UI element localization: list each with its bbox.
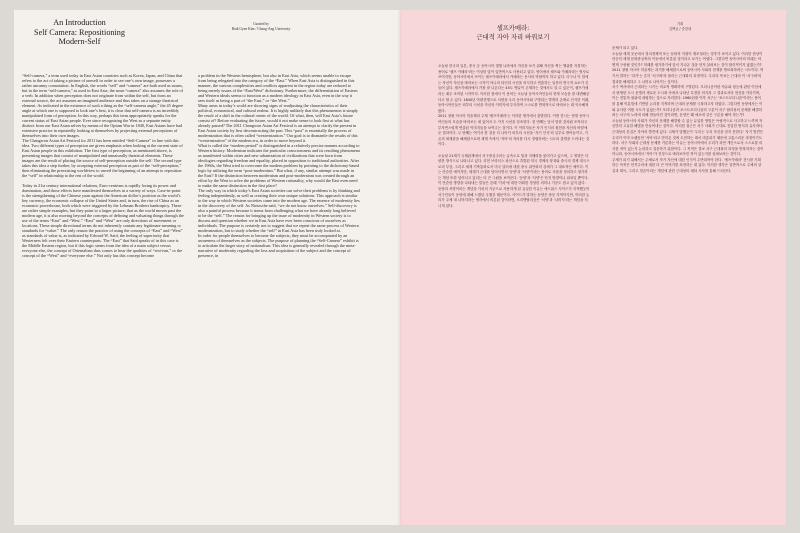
korean-column-2: 문제가 되고 있다. 오늘날 세계 곳곳에서 정치경제적 또는 문화적 지평이 재조정되는 징후가 보이고 있다. 이러한 현상이 단순히 세계 문화중심축의 이동에서 비롯된 것이라고 보기는 어렵다. 그렇다면 동아시아의 미래는 어떻게 구성될 것인가? 미래를 평가하기에 앞서 지나온 것을 먼저 살펴보는 것이 합리적이지 않겠는가? 2011 창원 아시아 미술제는 과거를 해체함으로써 동아시아 사회의 현재를 명료화하려는 시도이다. 여기서 말하는 '과거'는 흔히 '서구화'라 불리는 근대화의 과정이다. 우리의 목표는 근대의 이 '서구화'의 결과를 해체하고 그 너머로 나아가는 것이다. 서구 역사에서 근대라는 시기는 비교적 명확하게 구별된다. 모더니즘이란 자유와 평등에 관한 이념에서 탄생한 도시 문명과 새로운 도시화 속에서 나타난 특정한 의식과 그 결과로서의 현상을 가리키며, 이는 전통적 권위에 대립하는 것으로 자리한다. 1960년대 이후 서구는 '포스트모더니즘'이라는 용어를 통해 이분법에 기반한 논리를 지적하며 근대의 문제를 극복하고자 하였다. 그렇다면 동양에서는 이와 유사한 어떤 시도가 있었는가? 모더니즘과 포스트모더니즘의 구분이 서구 합리성의 문제를 해결하려는 서구의 노력에 의해 만들어진 것이라면, 동양은 왜 애초에 같은 구분을 해야 하는가? 오늘날 동아시아 사회가 자신의 문제를 해결할 수 있는 유일한 방법은 독립적으로 사고하고 느끼며 자신만의 고유한 해법을 만들어내는 것이다. 이러한 접근은 서구 사회가 근대로 진입한 방식과 유사하다. 근대성의 본질은 자아의 발견에 있다. 니체가 말했듯이 '우리는 우리 자신을 알지 못한다.' 자기 발견은 우리가 이미 오랫동안 '자아'라고 믿어온 것에 도전하는 데서 비롯되기 때문에 고통스러운 과정이기도 하다. 서구 사회의 근대성 문제를 거론하는 이유는 동아시아에서 우리가 과연 개인으로서 스스로를 의식한 적이 있는지 논의하고 질문하기 위함이다. 그 목적은 결코 서구 근대화의 과정을 반복하자는 것이 아니라, 동아시아에서 '자아'가 진정으로 바라보아진 적이 있는지를 살펴보려는 것이다. 주체가 되기 위해서는 주체로서 자기 자신에 대한 인식이 수반되어야 한다. '셀프카메라' 전시를 기획하는 목적은 민족주의에 대한 더 큰 이야기를 표현하는 데 있다. 이러한 생각은 일반적으로 주체의 상실과 획득, 그리고 현존이라는 개념에 관한 근대성의 메타 서사를 통해 드러난다. <box>612 46 764 174</box>
english-title-line2: Self Camera: Repositioning Modern-Self <box>34 27 125 47</box>
korean-title-line1: 셀프카메라: <box>496 25 530 32</box>
english-page <box>14 10 400 525</box>
korean-column-1: 오늘날 한국과 일본, 중국 등 동아시아 몇몇 나라에서 자신을 보기 위해 자신을 찍는 행위를 지칭하는 용어로 '셀프 카메라'라는 이상한 말이 일반적으로 사용되고 있다. 영어에서 셀프와 카메라라는 명사로 쓰이지만, 동아시아에서 쓰이는 셀프카메라에서 카메라는 동사의 역할까지 하고 있다. 더구나 이 말에는 자신이 자신을 바라보는 시각이 아니라 타인의 시선을 의식하고 연출하는 일종의 연극적 요소가 깃들어 있다. 셀프카메라에서 가장 잘 나온다는 45도 앵글이 존재하는 것에서도 알 수 있듯이, 셀프카메라는 매우 조작된 시각이다. 이러한 점에서 이 용어는 오늘날 동아시아인들의 현재 모습을 잘 대변해준다고 할 수 있다. 1840년 아편전쟁으로 서양을 우리 동아시아와 구별되는 별개의 존재로 인식한 이래, 동아시아인들은 외부의 시선을 자신의 이미지에 투사하여 스스로를 반복적으로 바라보는 데 익숙해져 왔다. 2011 창원 아시아 미술제의 주제 '셀프카메라'는 이러한 생각에서 출발한다. 이번 전시는 현재 동아시아인들의 모습을 바라보는 데 있어서 두 가지 시선을 강조한다. 첫 번째는 앞서 말한 것처럼 조작되고 부자연스럽게 연출된 이미지들을 보여주는 것이다. 이 이미지들은 자기 인식의 원천을 자신의 바깥에 둔 결과이다. 두 번째는 여기서 한 걸음 더 나아가 외부의 시선을 '자기 인식'의 일부로 받아들이고, 기존의 세계관을 해체함으로써 세계 속에서 '자아'의 자리를 다시 정립하려는 시도의 출발을 드러내는 것이다. 오늘날 21세기 국제관계에서 서구중심주의는 급속도로 힘과 지배력을 잃어가고 있으며, 그 영향은 다양한 방식으로 나타나고 있다. 리먼 브라더스 파산으로 촉발된 미국 경제의 붕괴와 중국의 경제 대국으로의 부상, 그리고 세계 기축통화로서 미국 달러에 대한 중국 위안화의 강세가 그 대표적인 예이다. 이는 단순한 예이지만, 세계가 근대를 넘어서면서 '동양'과 '서양'이라는 용어로 사물을 정의하고 평가하는 개념 또한 넘어서고 있다는 더 큰 그림을 보여준다. '동양'과 '서양'은 단지 방향이나 위치일 뿐이다. 이 단순한 방향을 나타내는 말들은 본래 '가치'에 대한 어떠한 정당한 의미나 기준도 담고 있지 않다. 동양과 서양이라는 개념을 가치의 기준으로 사용하게 된 유일한 이유는 에드워드 사이드가 지적했듯이 서구인들이 동양에 대해 느꼈던 우월감 때문이다. 사이드가 말하는 동양은 중동 지역이지만, 이러한 논리가 주체 대 나머지라는 생각에서 비롯된 것이라면, 오리엔탈리즘은 '서양'과 '나머지'라는 개념을 지니게 된다. <box>438 64 590 208</box>
english-title <box>22 18 137 47</box>
korean-curator-credit <box>650 22 710 31</box>
english-column-2: a problem in the Western hemisphere, but also in East Asia, which seems unable to escape from being relegated into the category of the “East.” When East Asia is distinguished in this manner, the various complexities and conflicts apparent in the region today are reduced to being merely issues of the “East/West” dichotomy. Furthermore, the differentiation of Eastern and Western ideals seems to function as a modern ideology in East Asia, even in the way it sees itself as being a part of “the East,” or “the West.” Many areas in today’s world are showing signs of readjusting the characteristics of their political, economical, and cultural realms. It is highly unlikely that this phenomenon is simply the result of a shift in the cultural center of the world. Of what, then, will East Asia’s future consist of? Before evaluating the future, would it not make sense to look first at what has already passed? The 2011 Changwon Asian Art Festival is an attempt to clarify the present in East Asian society by first deconstructing the past. This “past” is essentially the process of modernization that is often called “westernization.” Our goal is to dismantle the results of this “westernization” of the modern era, in order to move beyond it. What is called the “modern period” is distinguished in a relatively precise manner according to Western history. Modernism indicates the particular consciousness and its resulting phenomena as manifested within cities and new urbanization of civilizations that were born from ideologies regarding freedom and equality, placed in opposition to traditional authorities. After the 1960s, the West tried to overcome the modern problem by pointing to the dichotomy-based logic by utilizing the term “post-modernism.” But what, if any, similar attempt was made in the East? If the distinction between modernism and post-modernism was created through an effort by the West to solve the problems of Western rationality, why would the East even need to make the same distinction in the first place? The only way in which today’s East Asian societies can solve their problems is by thinking and feeling independently, as well as creating their own unique solutions. This approach is similar to the way in which Western societies came into the modern age. The essence of modernity lies in the discovery of the self. As Nietzsche said, “we do not know ourselves.” Self-discovery is also a painful process because it stems from challenging what we have already long believed to be the “self.” The reason for bringing up the issue of modernity in Western society is to discuss and question whether we in East Asia have ever been conscious of ourselves as individuals. The purpose is certainly not to suggest that we repeat the same process of Western modernization, but to study whether the “self” in East Asia has been truly looked at. In order for people themselves to become the subjects, they must be accompanied by an awareness of themselves as the subjects. The purpose of planning the “Self-Camera” exhibit is to articulate the larger story of nationalism. This idea is generally revealed through the meta-narrative of modernity regarding the loss and acquisition of the subject and the concept of presence, in <box>198 73 360 258</box>
curated-by-label: Curated by <box>253 22 269 26</box>
english-column-1: “Self-camera,” a term used today in East Asian countries such as Korea, Japan, and China that refers to the act of taking a picture of oneself in order to see one’s own image, possesses a rather uncanny connotation. In English, the words “self” and “camera” are both used as nouns, but in the term “self-camera,” as used in East Asia, the noun “camera” also assumes the role of a verb. In addition when perception does not originate from within the self, but from an external source, the act assumes an imagined audience and thus takes on a strange theatrical element. As indicated in the existence of such a thing as the “self-camera angle,” the 45 degree angle at which one is supposed to look one’s best, it is clear that self-camera is an incredibly manipulated form of perception. In this way, perhaps this term appropriately speaks for the current status of East Asian people. Ever since recognizing the West as a separate entity distinct from our East Asian selves by means of the Opium War in 1840, East Asians have had extensive practice in repeatedly looking at themselves by projecting external perceptions of themselves into their own images. The Changwon Asian Art Festival for 2011 has been entitled “Self-Camera” in line with this idea. Two different types of perception are given emphasis when looking at the current state of East Asian people in this exhibition. The first type of perception, as mentioned above, is presenting images that consist of manipulated and unnaturally theatrical elements. These images are the result of placing the source of self-perception outside the self. The second type takes this idea a step further, by accepting external perception as part of the “self-perception,” then eliminating the preexisting worldview to unveil the beginning of an attempt to reposition the “self” in relationship to the rest of the world. Today in 21st century international relations, Euro-centrism is rapidly losing its power and domination, and those effects have manifested themselves in a variety of ways. Case-in-point is the strengthening of the Chinese yuan against the American dollar’s position as the world’s key currency, the economic collapse of the United States and, in turn, the rise of China as an economic powerhouse, both which were triggered by the Lehman Brothers bankruptcy. These are rather simple examples, but they point to a larger picture; that as the world moves past the modern age, it is also moving beyond the concepts of defining and valuating things through the use of the terms “East” and “West.” “East” and “West” are only directions of movement or locations. These simple directional terms do not inherently contain any legitimate meaning or standards for “value.” The only reason the practice of using the concepts of “East” and “West” as standards of value is, as indicated by Edward W. Said, the feeling of superiority that Westerners felt over their Eastern counterparts. The “East” that Said speaks of in this case is the Middle Eastern region, but if this logic stems from the idea of a main subject versus everyone else, the concept of Orientalism thus comes to bear the qualities of “rest-ism,” or the concept of the “West” and “everyone else.” Not only has this concept become <box>22 73 184 258</box>
korean-page <box>400 10 786 525</box>
page-fold-shadow <box>398 10 402 525</box>
korean-title <box>438 24 588 42</box>
korean-curator-names: 김백균 / 중앙대 <box>668 26 692 31</box>
korean-title-line2: 근대적 자아 자리 바꿔보기 <box>476 34 550 41</box>
curator-names: Baik Gyen Kim / Chung-Ang University <box>231 26 291 31</box>
english-curator-credit <box>226 22 296 31</box>
korean-curated-label: 기획 <box>676 22 684 26</box>
english-title-line1: An Introduction <box>53 18 106 27</box>
